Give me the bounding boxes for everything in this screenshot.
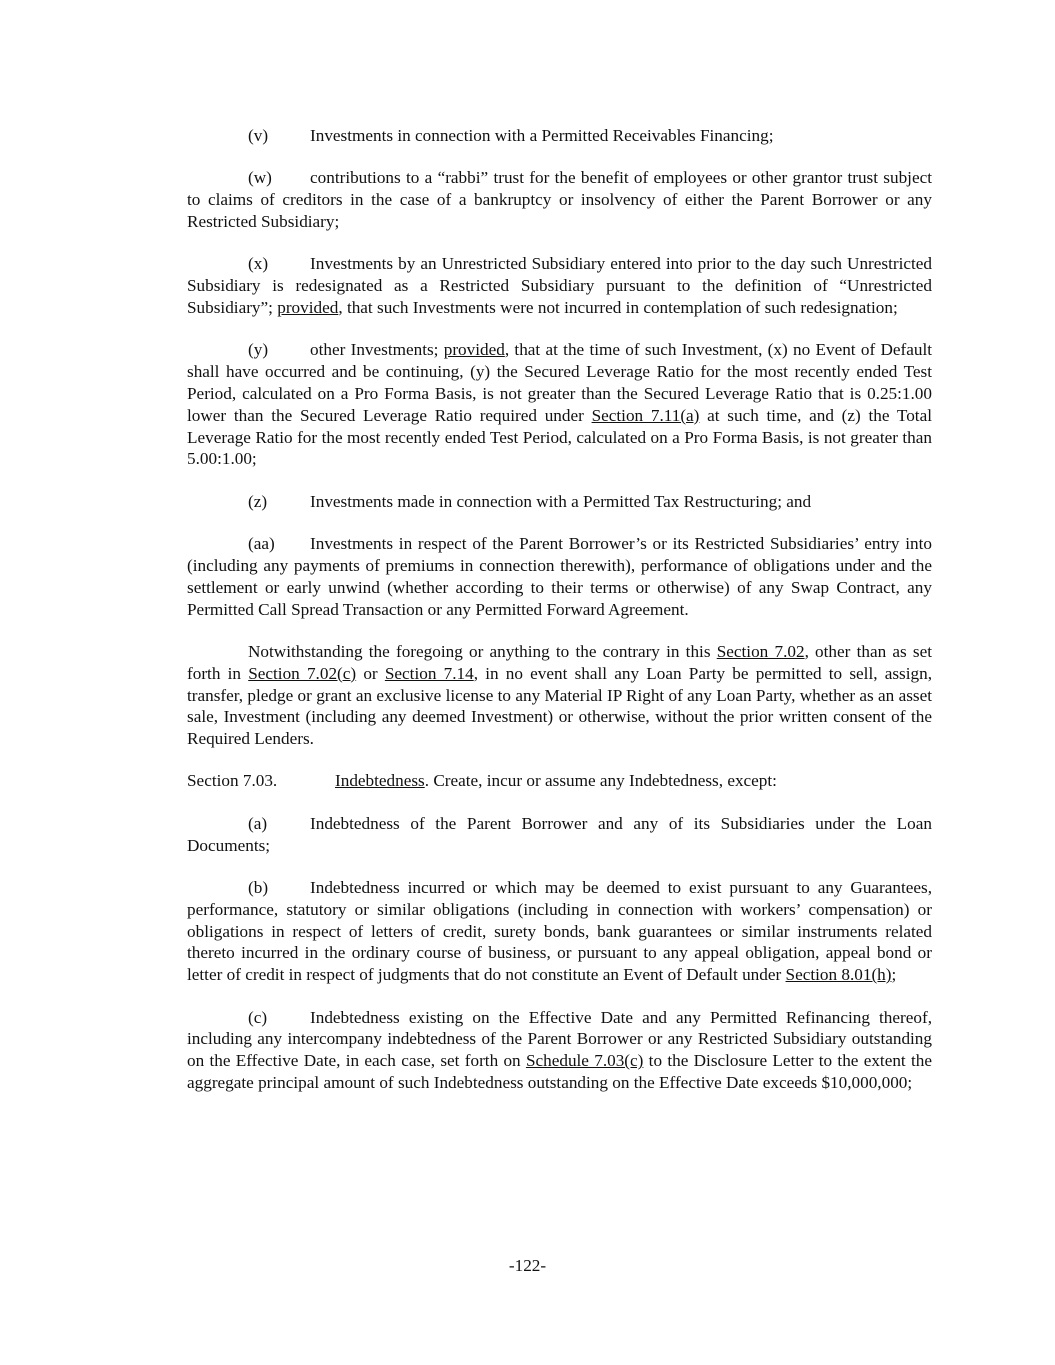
clause-c <box>187 1007 932 1094</box>
section-reference: Section 7.02 <box>716 641 805 661</box>
section-reference: Section 7.11(a) <box>591 405 700 425</box>
clause-label: (y) <box>248 340 269 360</box>
clause-text: Investments by an Unrestricted Subsidiary entered into prior to the day such Unrestricted Subsidiary is redesignated as a Restricted Subsidiary pursuant to the definition of “Unrestricted Subsidiary”; <box>187 254 932 317</box>
clause-label: (x) <box>248 254 269 274</box>
clause-text: , that such Investments were not incurred in contemplation of such redesignation; <box>338 297 898 317</box>
clause-z <box>187 491 932 513</box>
section-text: . Create, incur or assume any Indebtedness, except: <box>424 771 777 791</box>
clause-text: Investments in connection with a Permitted Receivables Financing; <box>310 126 774 145</box>
clause-text: Investments in respect of the Parent Borrower’s or its Restricted Subsidiaries’ entry into (including any payments of premiums in connection therewith), performance of obligations under and the settlement or early unwind (whether according to their terms or otherwise) of any Swap Contract, any Permitted Call Spread Transaction or any Permitted Forward Agreement. <box>187 534 932 619</box>
paragraph-text: or <box>356 663 385 683</box>
section-reference: Section 7.02(c) <box>248 663 357 683</box>
clause-w <box>187 167 932 232</box>
clause-label: (a) <box>248 813 268 833</box>
section-number: Section 7.03. <box>187 771 278 791</box>
clause-text: Indebtedness incurred or which may be deemed to exist pursuant to any Guarantees, performance, statutory or similar obligations (including in connection with workers’ compensation) or obligations in respect of letters of credit, surety bonds, bank guarantees or similar instruments related thereto incurred in the ordinary course of business, or pursuant to any appeal obligation, appeal bond or letter of credit in respect of judgments that do not constitute an Event of Default under <box>187 878 932 985</box>
paragraph-text: Notwithstanding the foregoing or anything to the contrary in this <box>248 641 717 661</box>
clause-text: to the Disclosure Letter to the extent the aggregate principal amount of such Indebtedness outstanding on the Effective Date exceeds $10,000,000; <box>187 1051 932 1093</box>
section-heading <box>187 770 932 792</box>
clause-label: (b) <box>248 878 269 898</box>
clause-a <box>187 813 932 857</box>
clause-x <box>187 253 932 318</box>
clause-text: other Investments; <box>310 340 444 360</box>
clause-aa <box>187 533 932 620</box>
clause-text: contributions to a “rabbi” trust for the benefit of employees or other grantor trust subject to claims of creditors in the case of a bankruptcy or insolvency of either the Parent Borrower or any Restricted Subsidiary; <box>187 168 932 231</box>
clause-text: at such time, and (z) the Total Leverage Ratio for the most recently ended Test Period, calculated on a Pro Forma Basis, is not greater than 5.00:1.00; <box>187 405 932 469</box>
clause-label: (w) <box>248 168 272 188</box>
clause-label: (aa) <box>248 534 275 554</box>
paragraph-text: , in no event shall any Loan Party be permitted to sell, assign, transfer, pledge or grant an exclusive license to any Material IP Right of any Loan Party, whether as an asset sale, Investment (including any deemed Investment) or otherwise, without the prior written consent of the Required Lenders. <box>187 663 932 749</box>
page-number: -122- <box>508 1256 547 1275</box>
paragraph-text: , other than as set forth in <box>187 641 932 683</box>
clause-text: Investments made in connection with a Permitted Tax Restructuring; and <box>310 491 812 511</box>
section-reference: Section 8.01(h) <box>785 965 892 985</box>
clause-label: (c) <box>248 1007 268 1027</box>
schedule-reference: Schedule 7.03(c) <box>525 1051 644 1071</box>
clause-label: (v) <box>248 126 269 145</box>
clause-v <box>187 125 932 147</box>
notwithstanding-paragraph <box>187 641 932 750</box>
clause-text: Indebtedness of the Parent Borrower and any of its Subsidiaries under the Loan Documents; <box>187 813 932 855</box>
provided-term: provided <box>443 340 505 360</box>
provided-term: provided <box>277 297 339 317</box>
clause-y <box>187 339 932 470</box>
clause-text: Indebtedness existing on the Effective Date and any Permitted Refinancing thereof, including any intercompany indebtedness of the Parent Borrower or any Restricted Subsidiary outstanding on the Effective Date, in each case, set forth on <box>187 1007 932 1071</box>
document-body <box>187 125 932 1114</box>
clause-text: ; <box>891 965 897 985</box>
clause-text: , that at the time of such Investment, (x) no Event of Default shall have occurred and be continuing, (y) the Secured Leverage Ratio for the most recently ended Test Period, calculated on a Pro Forma Basis, is not greater than the Secured Leverage Ratio that is 0.25:1.00 lower than the Secured Leverage Ratio required under <box>187 340 932 425</box>
clause-label: (z) <box>248 491 268 511</box>
clause-b <box>187 877 932 986</box>
section-reference: Section 7.14 <box>384 663 474 683</box>
section-title: Indebtedness <box>335 771 425 791</box>
